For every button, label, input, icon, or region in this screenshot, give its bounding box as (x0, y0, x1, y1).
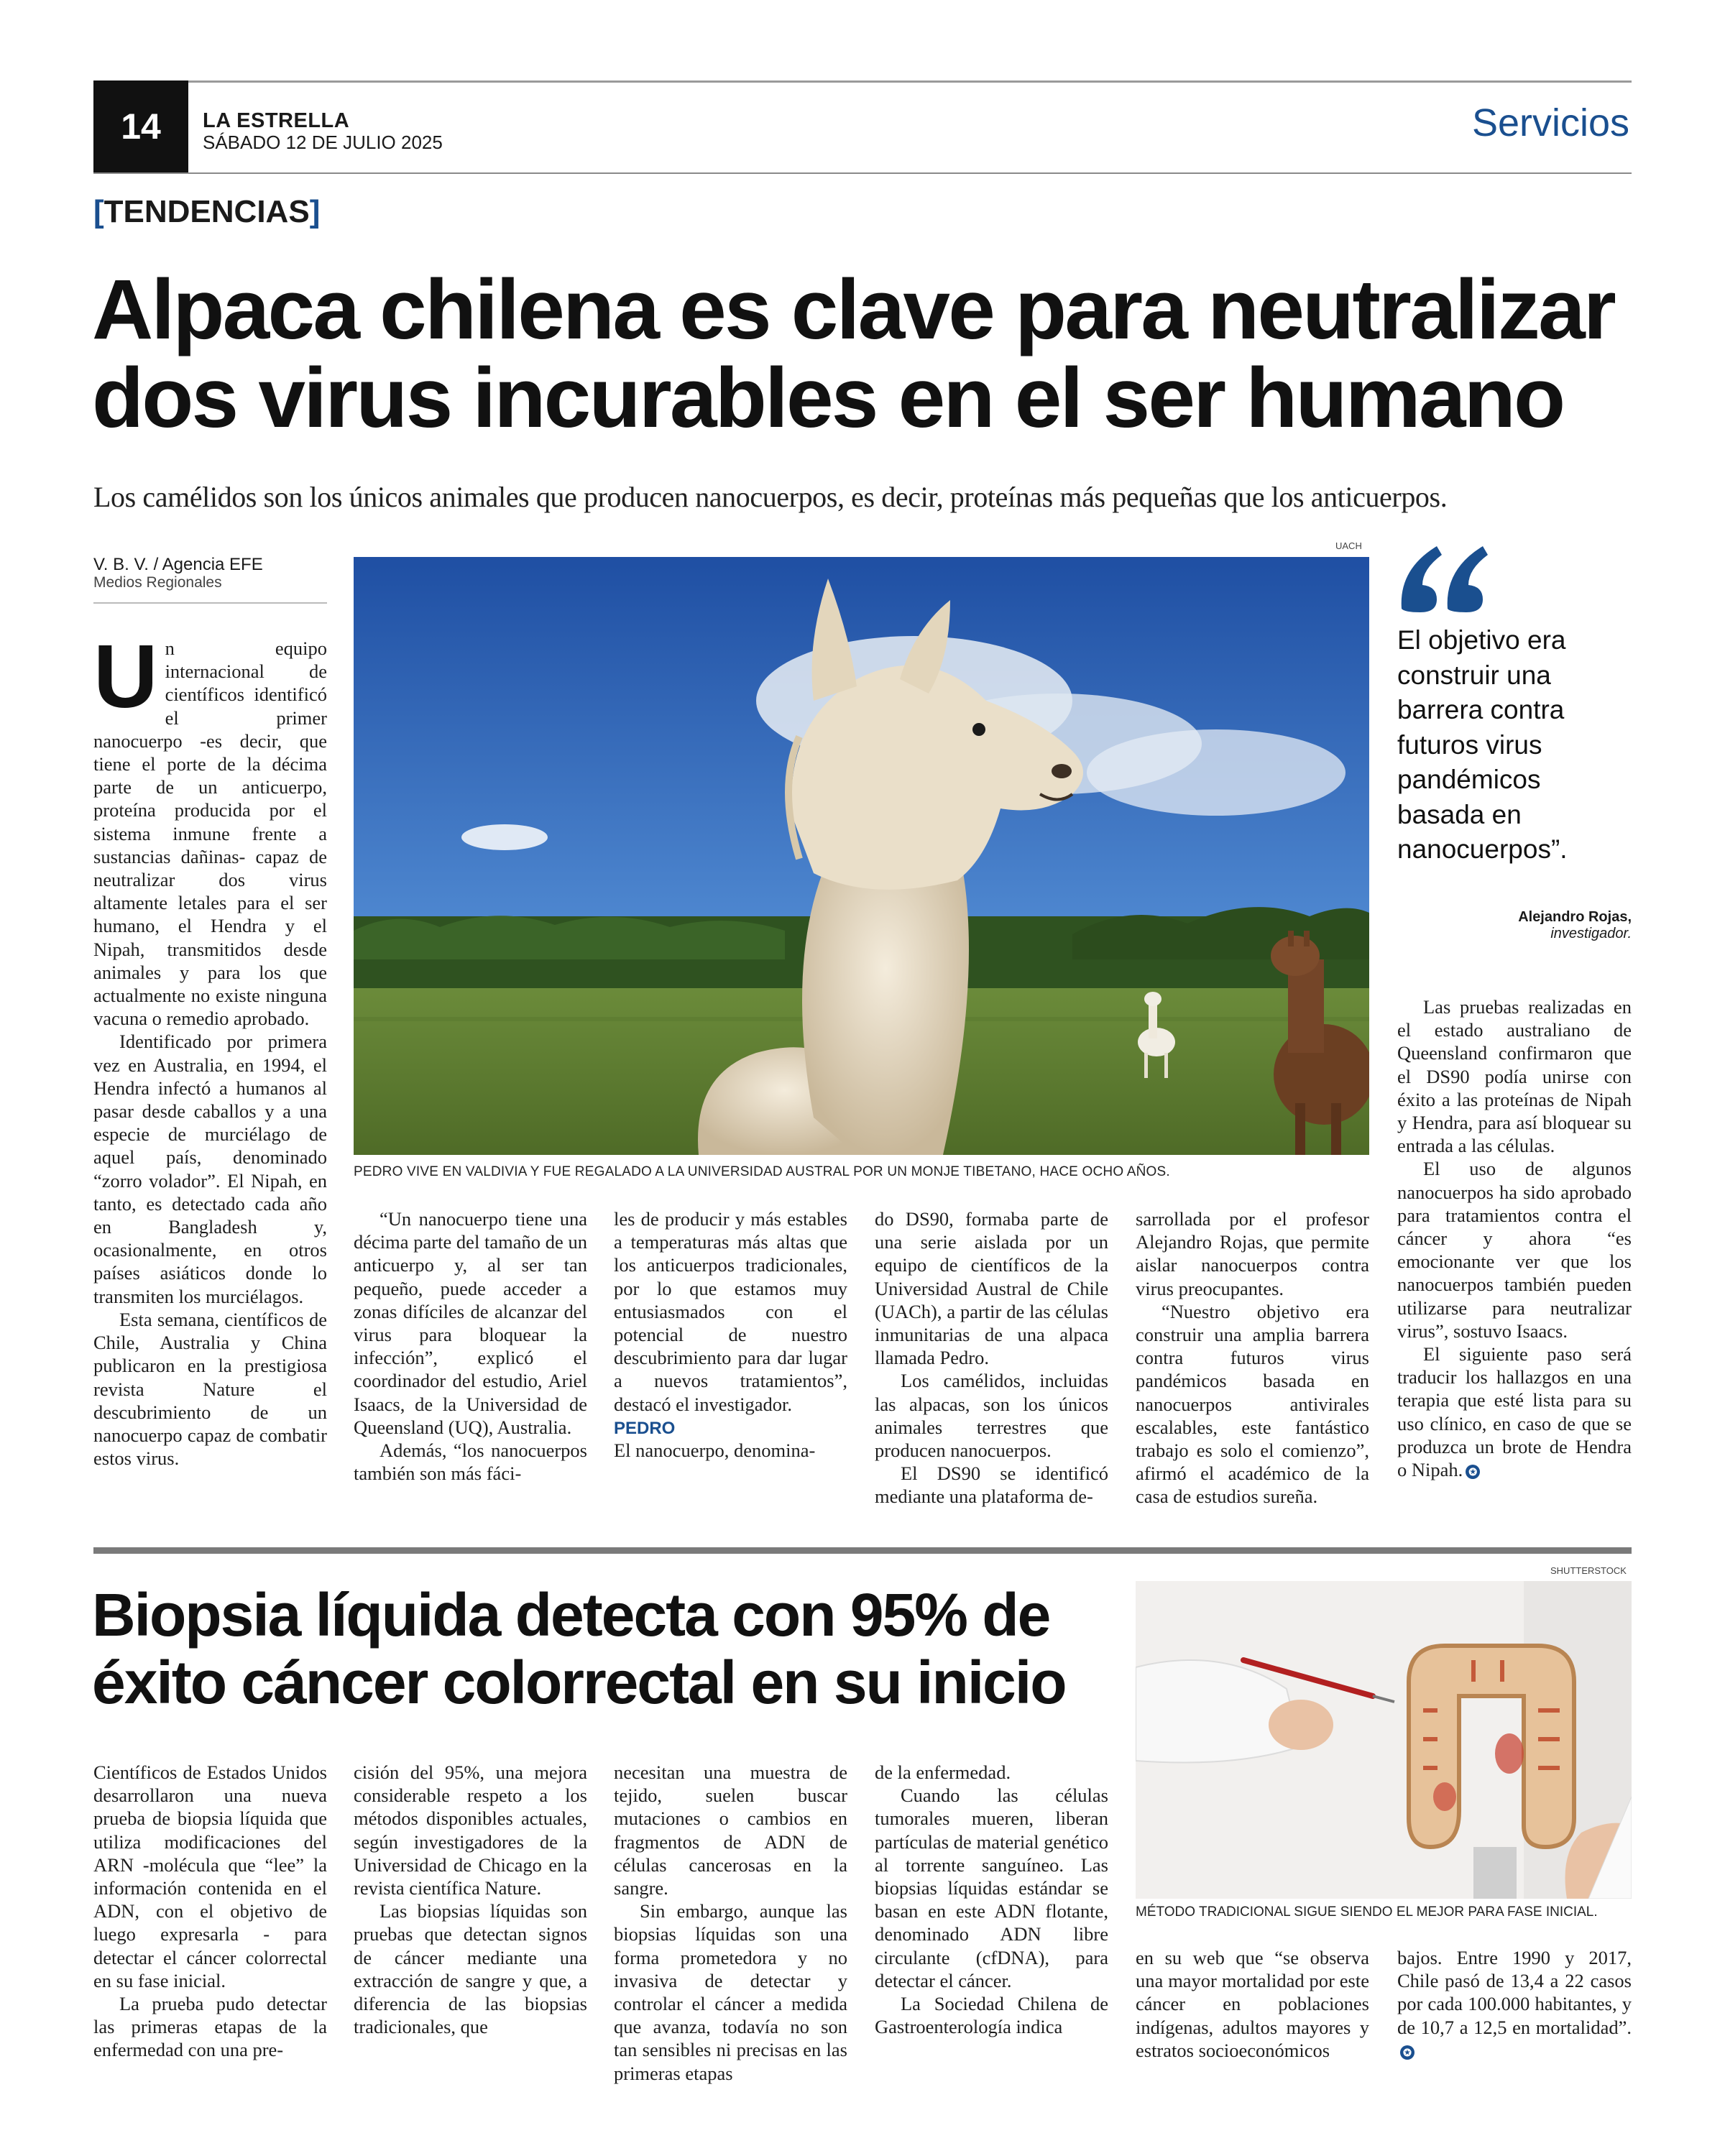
paragraph: El siguiente paso será traducir los hallazgos en una terapia que esté lista para su uso clínico, en caso de que se produzca un brote de Hendra o Nipah. (1397, 1343, 1632, 1481)
paragraph: La prueba pudo detectar las primeras etapas de la enfermedad con una pre- (93, 1993, 327, 2061)
paragraph: Cuando las células tumorales mueren, liberan partículas de material genético al torrente sanguíneo. Las biopsias líquidas estándar se basan en este ADN flotante, denominado ADN libre circulante (cfDNA), para detectar el cáncer. (875, 1784, 1108, 1991)
issue-date: SÁBADO 12 DE JULIO 2025 (203, 132, 443, 153)
pull-quote: El objetivo era construir una barrera contra futuros virus pandémicos basada en nanocuerpos”. (1397, 625, 1568, 864)
quote-author: Alejandro Rojas, (1518, 909, 1632, 925)
article1-column-1 (93, 627, 327, 1470)
paragraph: n equipo internacional de científicos identificó el primer nanocuerpo -es decir, que tiene el porte de la décima parte de un anticuerpo, proteína producida por el sistema inmune frente a sustancias dañinas- capaz de neutralizar dos virus altamente letales para el ser humano, el Hendra y el Nipah, transmitidos desde animales y para los que actualmente no existe ninguna vacuna o remedio aprobado. (93, 637, 327, 1030)
header-top-rule (93, 80, 1632, 83)
paragraph: sarrollada por el profesor Alejandro Rojas, que permite aislar nanocuerpos contra virus preocupantes. (1136, 1208, 1369, 1299)
paragraph: Identificado por primera vez en Australia, en 1994, el Hendra infectó a humanos al pasar desde caballos y a una especie de murciélago de aquel país, denominado “zorro volador”. El Nipah, en tanto, es detectado cada año en Bangladesh y, ocasionalmente, en otros países asiáticos donde lo transmiten los murciélagos. (93, 1031, 327, 1307)
article1-deck: Los camélidos son los únicos animales que producen nanocuerpos, es decir, proteínas más pequeñas que los anticuerpos. (93, 481, 1448, 513)
paragraph: Científicos de Estados Unidos desarrollaron una nueva prueba de biopsia líquida que utiliza modificaciones del ARN -molécula que “lee” la información contenida en el ADN, con el objetivo de luego expresarla - para detectar el cáncer colorrectal en su fase inicial. (93, 1761, 327, 1991)
paragraph: El uso de algunos nanocuerpos ha sido aprobado para tratamientos contra el cáncer y ahora “es emocionante ver que los nanocuerpos también pueden utilizarse para neutralizar virus”, sostuvo Isaacs. (1397, 1158, 1632, 1342)
article-divider (93, 1547, 1632, 1554)
paragraph: El DS90 se identificó mediante una plataforma de- (875, 1462, 1108, 1508)
article2-column-3 (614, 1761, 847, 2085)
paragraph: Además, “los nanocuerpos también son más fáci- (354, 1439, 587, 1485)
quote-mark-icon (1397, 540, 1491, 619)
paragraph: cisión del 95%, una mejora considerable respeto a los métodos disponibles actuales, según investigadores de la Universidad de Chicago en la revista científica Nature. (354, 1761, 587, 1899)
paragraph: Sin embargo, aunque las biopsias líquidas son una forma prometedora y no invasiva de detectar y controlar el cáncer a medida que avanza, todavía no son tan sensibles ni precisas en las primeras etapas (614, 1900, 847, 2084)
kicker-bracket-open: [ (93, 194, 104, 229)
end-of-article-icon: ✪ (1400, 2045, 1414, 2060)
alpaca-photo-illustration (354, 557, 1369, 1155)
paragraph: de la enfermedad. (875, 1761, 1011, 1783)
paragraph: do DS90, formaba parte de una serie aislada por un equipo de científicos de la Universidad Austral de Chile (UACh), a partir de las células inmunitarias de una alpaca llamada Pedro. (875, 1208, 1108, 1369)
article2-column-1 (93, 1761, 327, 2062)
article1-column-6 (1397, 995, 1632, 1481)
header-bottom-rule (93, 172, 1632, 174)
paragraph: en su web que “se observa una mayor mortalidad por este cáncer en poblaciones indígenas, adultos mayores y estratos socioeconómicos (1136, 1947, 1369, 2061)
quote-role: investigador. (1550, 926, 1632, 941)
paragraph: bajos. Entre 1990 y 2017, Chile pasó de 13,4 a 22 casos por cada 100.000 habitantes, y de 10,7 a 12,5 en mortalidad”. (1397, 1947, 1632, 2038)
page-number: 14 (93, 80, 188, 172)
byline-org: Medios Regionales (93, 574, 222, 591)
photo2-caption: MÉTODO TRADICIONAL SIGUE SIENDO EL MEJOR PARA FASE INICIAL. (1136, 1904, 1598, 1920)
paragraph: les de producir y más estables a temperaturas más altas que los anticuerpos tradicionales, por lo que estamos muy entusiasmados con el potencial de nuestro descubrimiento para dar lugar a nuevos tratamientos”, destacó el investigador. (614, 1208, 847, 1415)
colon-model-photo (1136, 1581, 1632, 1899)
paragraph: La Sociedad Chilena de Gastroenterología indica (875, 1993, 1108, 2038)
kicker (93, 194, 320, 230)
paragraph: Los camélidos, incluidas las alpacas, son los únicos animales terrestres que producen nanocuerpos. (875, 1370, 1108, 1462)
section-name: Servicios (1471, 101, 1629, 144)
article2-column-2 (354, 1761, 587, 2038)
drop-cap: U (93, 627, 158, 727)
newspaper-name: LA ESTRELLA (203, 109, 350, 132)
paragraph: necesitan una muestra de tejido, suelen buscar mutaciones o cambios en fragmentos de ADN de células cancerosas en la sangre. (614, 1761, 847, 1899)
subhead: PEDRO (614, 1418, 676, 1438)
article2-column-4 (875, 1761, 1108, 2038)
paragraph: “Nuestro objetivo era construir una amplia barrera contra futuros virus pandémicos basada en nanocuerpos antivirales escalables, este fantástico trabajo es solo el comienzo”, afirmó el académico de la casa de estudios sureña. (1136, 1300, 1369, 1508)
byline-rule (93, 602, 327, 604)
kicker-label: TENDENCIAS (104, 194, 310, 229)
article2-column-6 (1397, 1946, 1632, 2062)
article1-column-3 (614, 1207, 847, 1462)
article1-column-5 (1136, 1207, 1369, 1508)
kicker-bracket-close: ] (309, 194, 321, 229)
paragraph: Esta semana, científicos de Chile, Australia y China publicaron en la prestigiosa revista Nature el descubrimiento de un nanocuerpo capaz de combatir estos virus. (93, 1308, 327, 1470)
article1-headline: Alpaca chilena es clave para neutralizar dos virus incurables en el ser humano (92, 262, 1615, 446)
paragraph: “Un nanocuerpo tiene una décima parte del tamaño de un anticuerpo y, al ser tan pequeño, puede acceder a zonas difíciles de alcanzar del virus para bloquear la infección”, explicó el coordinador del estudio, Ariel Isaacs, de la Universidad de Queensland (UQ), Australia. (354, 1208, 587, 1438)
paragraph: Las biopsias líquidas son pruebas que detectan signos de cáncer mediante una extracción de sangre y que, a diferencia de las biopsias tradicionales, que (354, 1900, 587, 2038)
byline-name: V. B. V. / Agencia EFE (93, 555, 263, 574)
paragraph: Las pruebas realizadas en el estado australiano de Queensland confirmaron que el DS90 podía unirse con éxito a las proteínas de Nipah y Hendra, para así bloquear su entrada a las células. (1397, 996, 1632, 1157)
article2-headline: Biopsia líquida detecta con 95% de éxito cáncer colorrectal en su inicio (92, 1581, 1066, 1716)
article1-column-2 (354, 1207, 587, 1485)
photo1-caption: PEDRO VIVE EN VALDIVIA Y FUE REGALADO A LA UNIVERSIDAD AUSTRAL POR UN MONJE TIBETANO, HACE OCHO AÑOS. (354, 1164, 1170, 1179)
article2-column-5 (1136, 1946, 1369, 2062)
photo2-credit: SHUTTERSTOCK (1550, 1565, 1627, 1576)
paragraph: El nanocuerpo, denomina- (614, 1439, 816, 1461)
article1-column-4 (875, 1207, 1108, 1508)
end-of-article-icon: ✪ (1466, 1465, 1480, 1479)
photo1-credit: UACH (1335, 540, 1362, 551)
alpaca-photo (354, 557, 1369, 1155)
colon-model-illustration (1136, 1581, 1632, 1899)
